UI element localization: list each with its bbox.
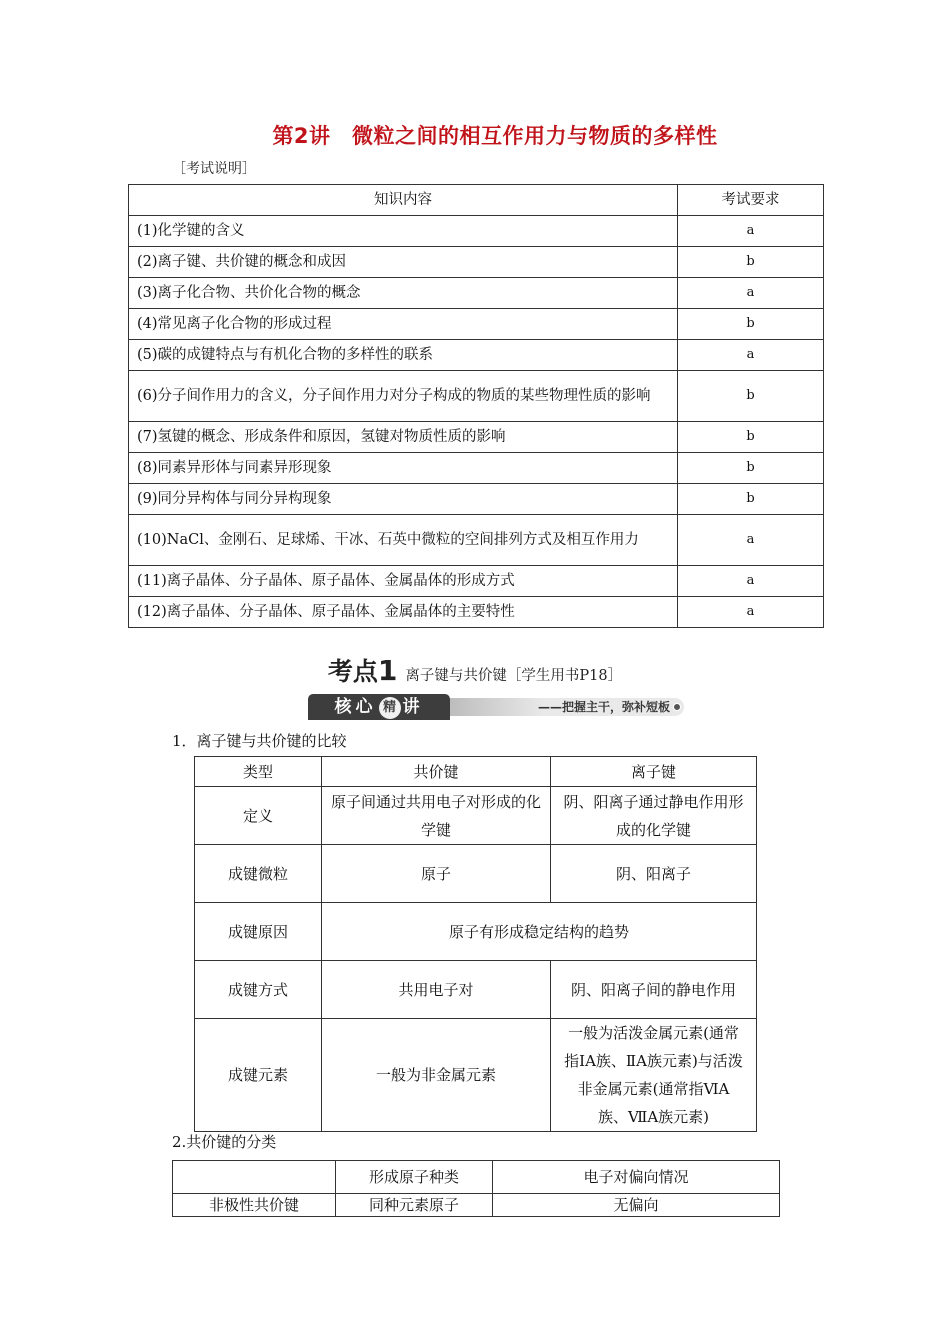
requirement-cell: b [678,309,824,340]
covalent-cell: 原子间通过共用电子对形成的化学键 [322,787,551,845]
ionic-cell: 阴、阳离子 [551,845,757,903]
content-cell: (6)分子间作用力的含义，分子间作用力对分子构成的物质的某些物理性质的影响 [129,371,678,422]
table-row [129,515,824,566]
covalent-cell: 原子 [322,845,551,903]
exam-description-label: ［考试说明］ [172,161,256,177]
table-row [195,903,757,961]
banner-bar [450,698,684,716]
covalent-cell: 共用电子对 [322,961,551,1019]
heading-comparison: 1．离子键与共价键的比较 [172,732,347,750]
header-blank [173,1161,336,1194]
banner-tab-right: 讲 [402,697,424,717]
banner-tab-mid: 精 [379,697,401,719]
requirement-cell: a [678,597,824,628]
content-cell: (3)离子化合物、共价化合物的概念 [129,278,678,309]
table-row [129,247,824,278]
bullet-dot-icon [673,703,681,711]
table-row [195,961,757,1019]
table-row [129,371,824,422]
table-row [129,566,824,597]
kaodian-prefix: 考点 [327,657,378,686]
content-cell: (9)同分异构体与同分异构现象 [129,484,678,515]
banner-tab-left: 核心 [334,697,377,717]
requirement-cell: b [678,247,824,278]
banner-slogan: ——把握主干，弥补短板 [537,700,670,714]
row-label: 定义 [195,787,322,845]
content-cell: (1)化学键的含义 [129,216,678,247]
content-cell: (5)碳的成键特点与有机化合物的多样性的联系 [129,340,678,371]
shift-cell: 无偏向 [493,1194,780,1217]
table-row [195,1019,757,1132]
row-label: 成键元素 [195,1019,322,1132]
content-cell: (7)氢键的概念、形成条件和原因，氢键对物质性质的影响 [129,422,678,453]
row-label: 成键方式 [195,961,322,1019]
header-covalent: 共价键 [322,757,551,787]
kaodian-subtitle: 离子键与共价键［学生用书P18］ [405,668,623,684]
content-cell: (11)离子晶体、分子晶体、原子晶体、金属晶体的形成方式 [129,566,678,597]
table-row [129,309,824,340]
row-label: 成键微粒 [195,845,322,903]
table-row [129,216,824,247]
table-header-row [129,185,824,216]
requirement-cell: b [678,484,824,515]
table-row [173,1194,780,1217]
requirement-cell: a [678,278,824,309]
ionic-cell: 阴、阳离子通过静电作用形成的化学键 [551,787,757,845]
kaodian-heading [0,652,950,688]
core-lecture-banner [308,694,684,720]
heading-classification: 2.共价键的分类 [172,1133,277,1151]
type-cell: 非极性共价键 [173,1194,336,1217]
merged-cell: 原子有形成稳定结构的趋势 [322,903,757,961]
requirement-cell: b [678,422,824,453]
table-header-row [173,1161,780,1194]
header-ionic: 离子键 [551,757,757,787]
table-row [129,453,824,484]
column-header-requirement: 考试要求 [678,185,824,216]
exam-requirements-table [128,184,824,628]
requirement-cell: b [678,453,824,484]
atoms-cell: 同种元素原子 [336,1194,493,1217]
column-header-content: 知识内容 [129,185,678,216]
table-row [129,340,824,371]
content-cell: (2)离子键、共价键的概念和成因 [129,247,678,278]
table-row [129,422,824,453]
covalent-cell: 一般为非金属元素 [322,1019,551,1132]
covalent-classification-table [172,1160,780,1217]
bond-comparison-table [194,756,757,1132]
table-row [195,787,757,845]
table-row [195,845,757,903]
row-label: 成键原因 [195,903,322,961]
page-title: 第2讲 微粒之间的相互作用力与物质的多样性 [272,124,718,148]
table-row [129,597,824,628]
requirement-cell: a [678,515,824,566]
requirement-cell: a [678,216,824,247]
ionic-cell: 阴、阳离子间的静电作用 [551,961,757,1019]
kaodian-number: 1 [377,654,398,687]
header-shift: 电子对偏向情况 [493,1161,780,1194]
content-cell: (4)常见离子化合物的形成过程 [129,309,678,340]
header-type: 类型 [195,757,322,787]
ionic-cell: 一般为活泼金属元素(通常指ⅠA族、ⅡA族元素)与活泼非金属元素(通常指ⅥA族、ⅦA族元素) [551,1019,757,1132]
content-cell: (12)离子晶体、分子晶体、原子晶体、金属晶体的主要特性 [129,597,678,628]
content-cell: (8)同素异形体与同素异形现象 [129,453,678,484]
requirement-cell: a [678,340,824,371]
table-header-row [195,757,757,787]
requirement-cell: b [678,371,824,422]
table-row [129,278,824,309]
table-row [129,484,824,515]
requirement-cell: a [678,566,824,597]
header-atoms: 形成原子种类 [336,1161,493,1194]
content-cell: (10)NaCl、金刚石、足球烯、干冰、石英中微粒的空间排列方式及相互作用力 [129,515,678,566]
banner-tab [308,694,450,720]
